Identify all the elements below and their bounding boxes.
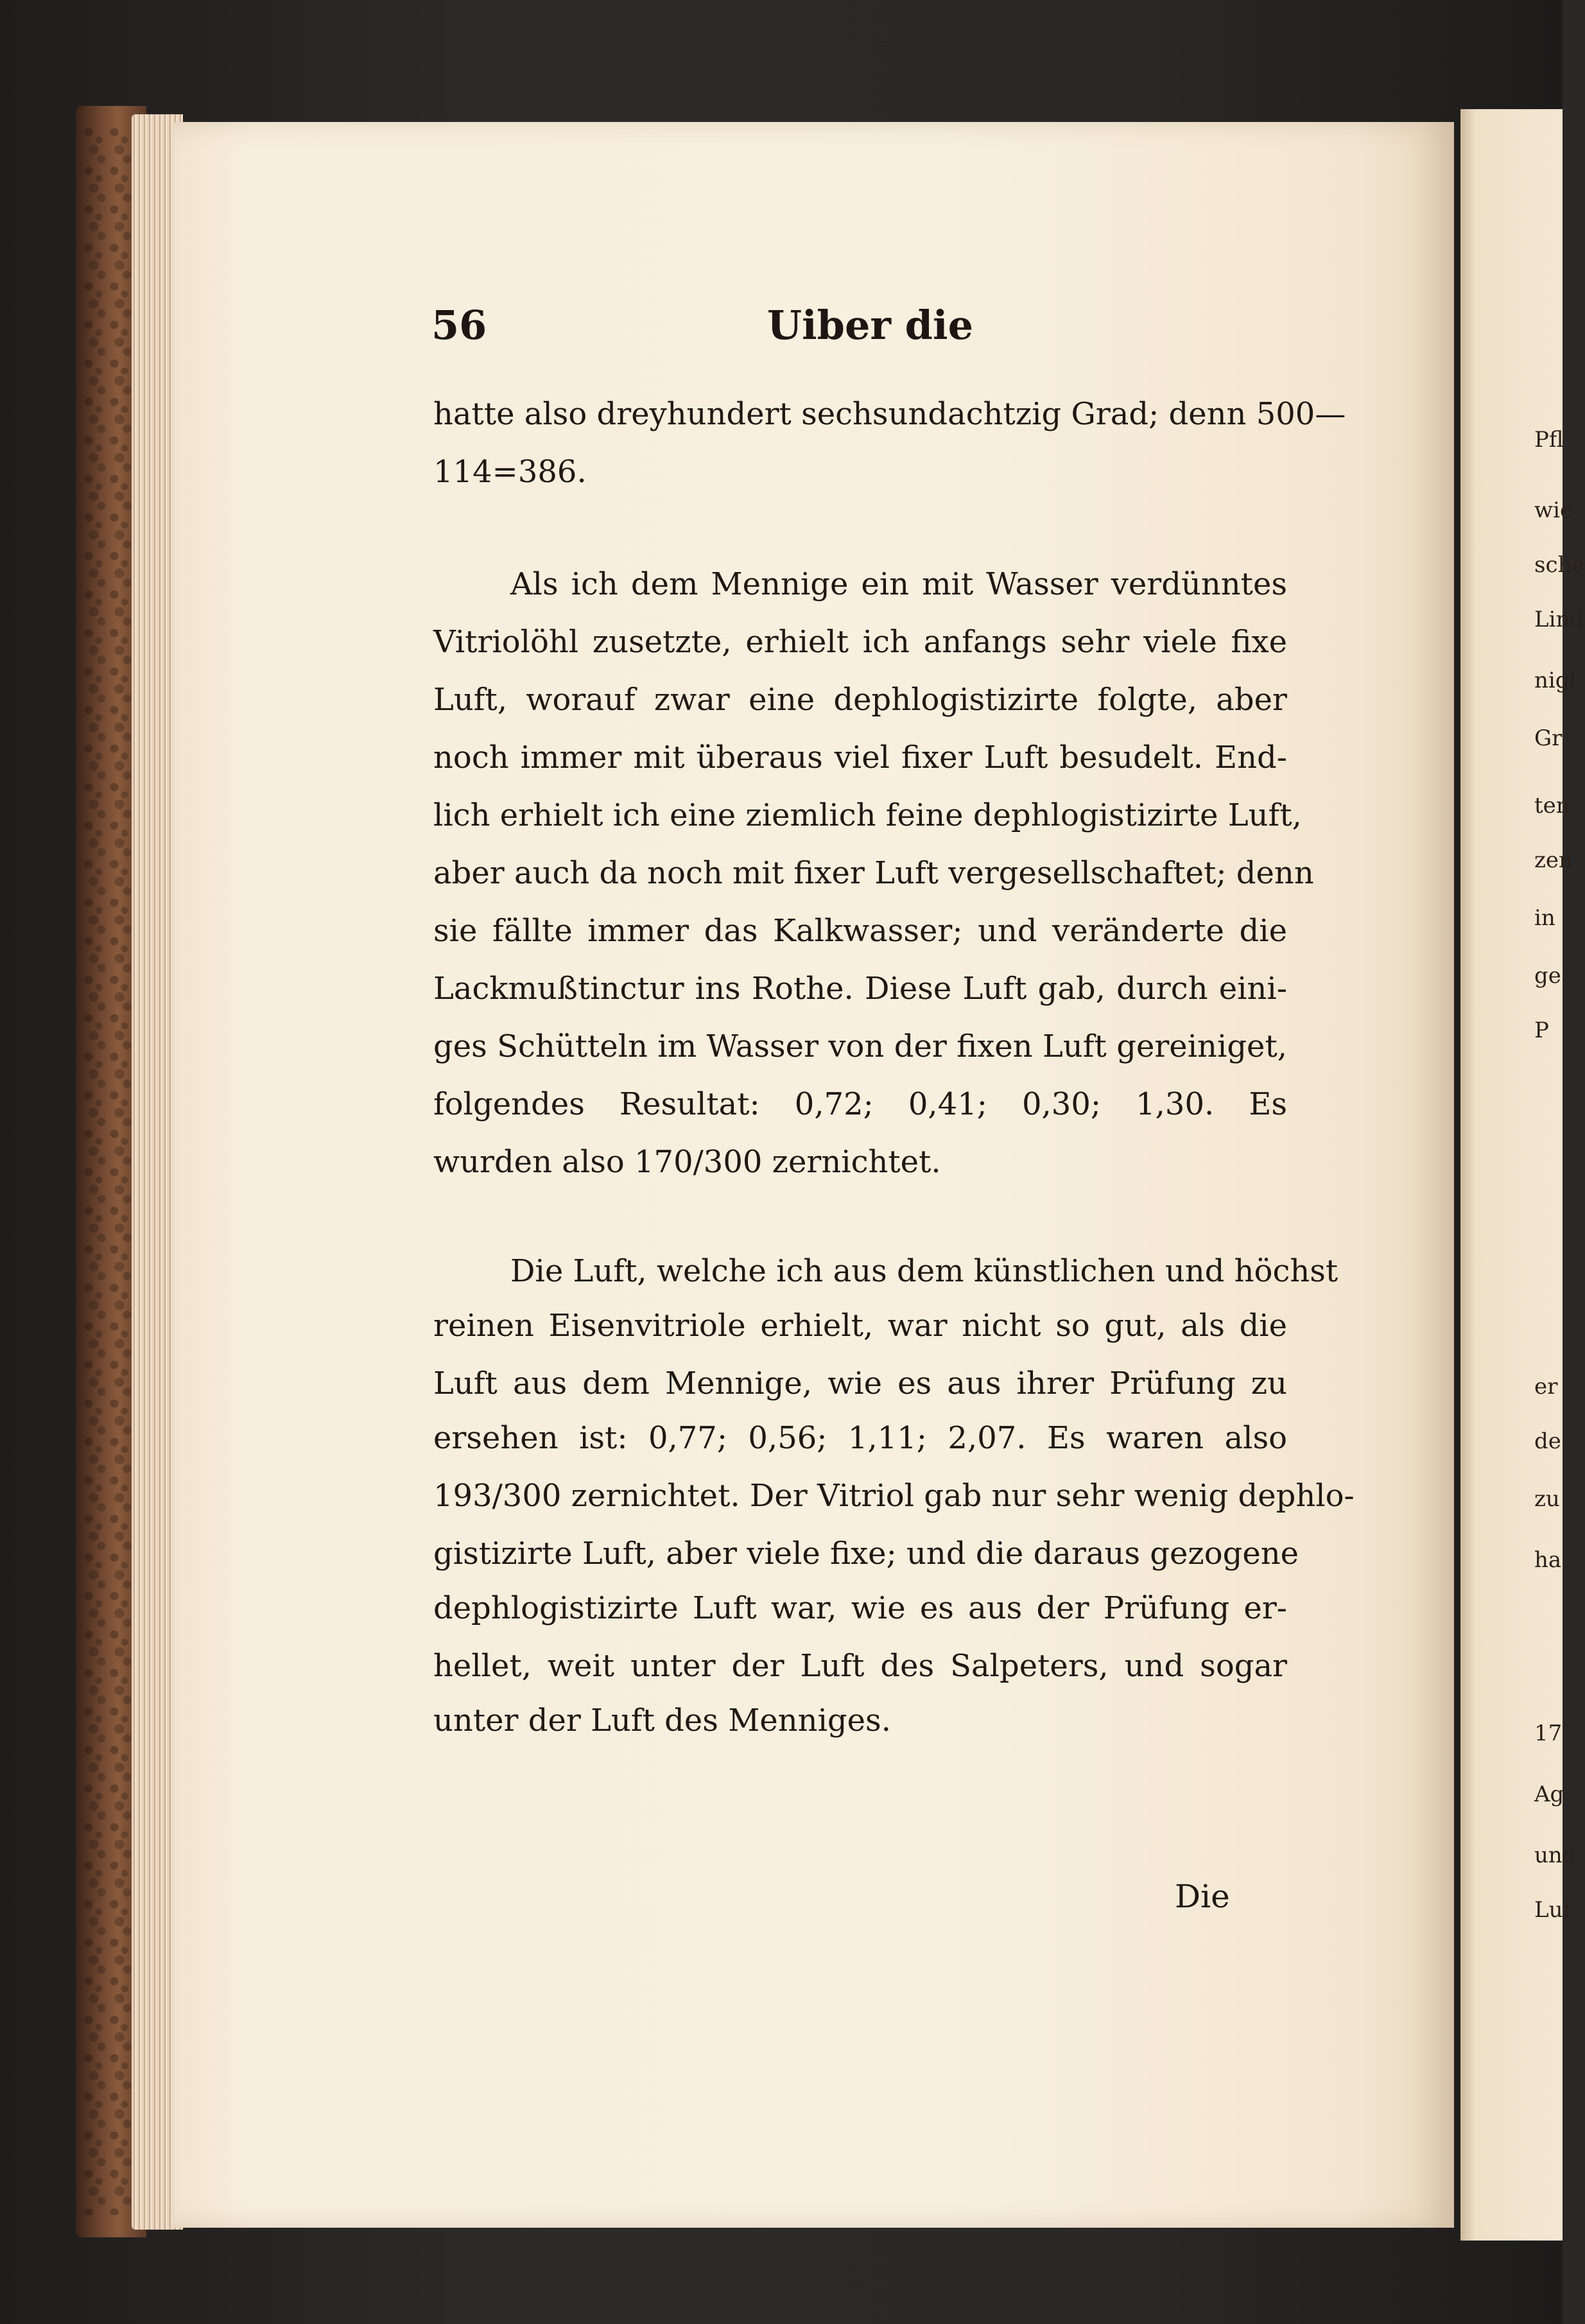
cover-marbling	[83, 128, 135, 2215]
facing-fragment: Ag	[1534, 1782, 1564, 1807]
text-line: Luft, worauf zwar eine dephlogistizirte folgte, aber	[433, 682, 1287, 718]
text-line: unter der Luft des Menniges.	[433, 1703, 891, 1739]
text-line: Vitriolöhl zusetzte, erhielt ich anfangs sehr viele fixe	[433, 624, 1287, 660]
facing-fragment: ha	[1534, 1547, 1562, 1573]
facing-fragment: de	[1534, 1428, 1561, 1454]
text-line: 114=386.	[433, 454, 587, 490]
facing-fragment: sche	[1534, 552, 1585, 578]
text-line: 193/300 zernichtet. Der Vitriol gab nur sehr wenig dephlo-	[433, 1478, 1355, 1514]
text-line: lich erhielt ich eine ziemlich feine dephlogistizirte Luft,	[433, 797, 1302, 833]
facing-fragment: wie	[1534, 498, 1573, 523]
facing-fragment: ge	[1534, 963, 1561, 989]
text-line: Als ich dem Mennige ein mit Wasser verdünntes	[510, 566, 1287, 602]
text-line: gistizirte Luft, aber viele fixe; und die daraus gezogene	[433, 1536, 1299, 1572]
catchword: Die	[1175, 1878, 1230, 1915]
facing-fragment: zu	[1534, 1486, 1560, 1512]
text-line: noch immer mit überaus viel fixer Luft besudelt. End-	[433, 740, 1287, 776]
facing-fragment: 17	[1534, 1721, 1563, 1746]
facing-fragment: er	[1534, 1374, 1558, 1400]
text-line: wurden also 170/300 zernichtet.	[433, 1144, 941, 1180]
text-line: Lackmußtinctur ins Rothe. Diese Luft gab, durch eini-	[433, 971, 1287, 1007]
facing-fragment: und	[1534, 1843, 1577, 1868]
page-number: 56	[431, 302, 487, 349]
facing-fragment: zen	[1534, 847, 1573, 873]
text-line: reinen Eisenvitriole erhielt, war nicht so gut, als die	[433, 1308, 1287, 1344]
text-line: folgendes Resultat: 0,72; 0,41; 0,30; 1,30. Es	[433, 1086, 1287, 1122]
text-line: hellet, weit unter der Luft des Salpeters, und sogar	[433, 1648, 1287, 1684]
text-line: aber auch da noch mit fixer Luft vergesellschaftet; denn	[433, 855, 1314, 891]
text-line: ersehen ist: 0,77; 0,56; 1,11; 2,07. Es waren also	[433, 1420, 1287, 1456]
text-line: hatte also dreyhundert sechsundachtzig Grad; denn 500—	[433, 396, 1346, 432]
text-line: Luft aus dem Mennige, wie es aus ihrer Prüfung zu	[433, 1366, 1287, 1401]
text-line: sie fällte immer das Kalkwasser; und veränderte die	[433, 913, 1287, 949]
facing-fragment: ten	[1534, 793, 1570, 819]
running-title: Uiber die	[767, 302, 974, 349]
facing-fragment: in	[1534, 905, 1555, 931]
facing-fragment: P	[1534, 1018, 1549, 1043]
text-line: ges Schütteln im Wasser von der fixen Luft gereiniget,	[433, 1028, 1287, 1064]
facing-fragment: Gr	[1534, 725, 1563, 751]
facing-fragment: nigl	[1534, 668, 1577, 693]
text-line: dephlogistizirte Luft war, wie es aus der Prüfung er-	[433, 1590, 1287, 1626]
facing-fragment: Pfl	[1534, 427, 1564, 453]
facing-fragment: Lind	[1534, 607, 1584, 632]
facing-fragment: Luf	[1534, 1897, 1572, 1923]
text-line: Die Luft, welche ich aus dem künstlichen und höchst	[510, 1253, 1338, 1289]
